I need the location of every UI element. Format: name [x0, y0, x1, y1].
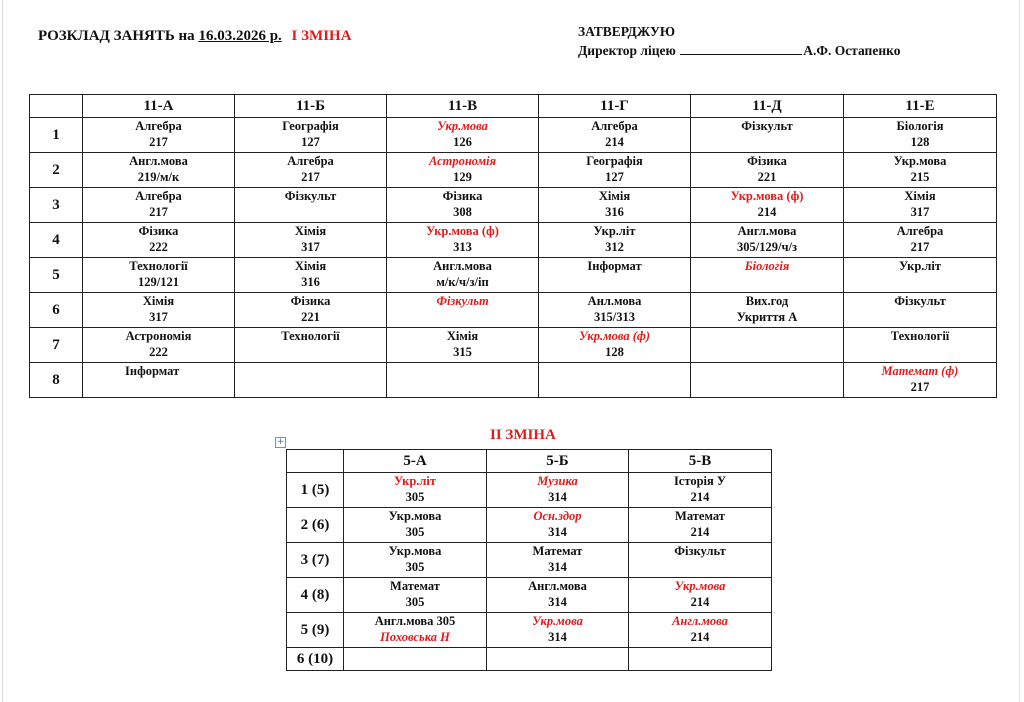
schedule-table-shift2 — [286, 449, 772, 671]
room-number: 315/313 — [594, 310, 635, 324]
lesson-cell — [344, 543, 487, 578]
table-row — [287, 543, 772, 578]
subject-name: Укр.мова — [437, 119, 488, 133]
subject-name: Укр.літ — [593, 224, 636, 238]
table-row — [30, 328, 997, 363]
lesson-cell — [344, 578, 487, 613]
lesson-cell — [539, 188, 691, 223]
lesson-cell — [539, 118, 691, 153]
lesson-cell — [629, 648, 772, 671]
room-number: 214 — [690, 595, 710, 609]
subject-name: Фізкульт — [674, 544, 726, 558]
subject-name: Фізкульт — [894, 294, 946, 308]
lesson-cell — [691, 153, 844, 188]
room-number: 221 — [757, 170, 777, 184]
lesson-cell — [487, 578, 629, 613]
room-number: 222 — [149, 345, 168, 359]
lesson-cell — [235, 293, 387, 328]
lesson-cell — [487, 543, 629, 578]
lesson-cell — [235, 258, 387, 293]
lesson-cell — [844, 293, 997, 328]
lesson-cell — [235, 363, 387, 398]
subject-name: Інформат — [587, 259, 642, 273]
lesson-cell — [387, 258, 539, 293]
page-edge-left — [2, 0, 3, 702]
subject-name: Англ.мова — [129, 154, 188, 168]
header-row — [287, 450, 772, 473]
subject-name: Алгебра — [896, 224, 944, 238]
class-header: 11-Г — [539, 95, 691, 118]
class-header: 5-В — [629, 450, 772, 473]
table-row — [30, 118, 997, 153]
class-header: 11-Е — [844, 95, 997, 118]
room-number: 129 — [453, 170, 472, 184]
lesson-cell — [844, 118, 997, 153]
room-number: 221 — [301, 310, 320, 324]
lesson-cell — [691, 188, 844, 223]
subject-name: Вих.год — [745, 294, 789, 308]
room-number: 222 — [149, 240, 168, 254]
subject-name: Хімія — [598, 189, 631, 203]
lesson-number: 6 (10) — [287, 648, 344, 671]
room-number: 214 — [690, 630, 710, 644]
room-number: 314 — [548, 595, 567, 609]
lesson-number: 2 (6) — [287, 508, 344, 543]
subject-name: Географія — [282, 119, 339, 133]
subject-name: Біологія — [744, 259, 790, 273]
director-name: А.Ф. Остапенко — [803, 43, 901, 58]
subject-name: Алгебра — [135, 119, 182, 133]
subject-name: Фізкульт — [741, 119, 793, 133]
lesson-cell — [387, 328, 539, 363]
room-number: Поховська Н — [380, 630, 450, 644]
lesson-cell — [487, 613, 629, 648]
lesson-cell — [387, 363, 539, 398]
lesson-cell — [344, 508, 487, 543]
room-number: 314 — [548, 525, 567, 539]
lesson-cell — [83, 258, 235, 293]
lesson-cell — [629, 613, 772, 648]
subject-name: Хімія — [294, 224, 327, 238]
class-header: 11-А — [83, 95, 235, 118]
approve-label: ЗАТВЕРДЖУЮ — [578, 24, 676, 39]
lesson-cell — [387, 188, 539, 223]
subject-name: Фізкульт — [436, 294, 489, 308]
table-move-handle-icon[interactable]: + — [276, 437, 285, 447]
subject-name: Укр.мова — [674, 579, 726, 593]
lesson-cell — [629, 578, 772, 613]
table-row — [287, 613, 772, 648]
lesson-cell — [344, 648, 487, 671]
lesson-cell — [691, 223, 844, 258]
approval-block — [578, 22, 900, 60]
subject-name: Алгебра — [591, 119, 638, 133]
shift2-title: ІІ ЗМІНА — [490, 427, 556, 443]
lesson-cell — [539, 258, 691, 293]
subject-name: Укр.мова — [532, 614, 583, 628]
title-shift: І ЗМІНА — [291, 28, 352, 44]
subject-name: Укр.мова — [388, 509, 442, 523]
lesson-cell — [235, 188, 387, 223]
room-number: 314 — [548, 490, 567, 504]
subject-name: Історія У — [673, 474, 727, 488]
room-number: 315 — [453, 345, 472, 359]
subject-name: Астрономія — [125, 329, 192, 343]
room-number: 214 — [690, 525, 710, 539]
subject-name: Математ (ф) — [881, 364, 959, 378]
lesson-cell — [387, 223, 539, 258]
subject-name: Інформат — [125, 364, 180, 378]
subject-name: Алгебра — [135, 189, 182, 203]
lesson-cell — [83, 328, 235, 363]
lesson-cell — [844, 223, 997, 258]
corner-cell — [30, 95, 83, 118]
lesson-number: 1 (5) — [287, 473, 344, 508]
schedule-table-shift1 — [29, 94, 997, 398]
room-number: 217 — [910, 380, 930, 394]
class-header: 11-Б — [235, 95, 387, 118]
lesson-cell — [83, 188, 235, 223]
class-header: 5-Б — [487, 450, 629, 473]
room-number: 217 — [149, 205, 168, 219]
subject-name: Хімія — [446, 329, 479, 343]
subject-name: Фізкульт — [284, 189, 337, 203]
lesson-cell — [539, 293, 691, 328]
lesson-cell — [235, 118, 387, 153]
subject-name: Алгебра — [287, 154, 334, 168]
lesson-cell — [629, 508, 772, 543]
lesson-cell — [629, 543, 772, 578]
lesson-cell — [83, 153, 235, 188]
room-number: 127 — [301, 135, 320, 149]
lesson-cell — [539, 153, 691, 188]
director-line — [578, 41, 900, 60]
table-row — [30, 258, 997, 293]
lesson-number: 4 — [30, 223, 83, 258]
subject-name: Математ — [675, 509, 725, 523]
subject-name: Укр.мова — [388, 544, 442, 558]
subject-name: Технології — [890, 329, 950, 343]
lesson-cell — [691, 293, 844, 328]
subject-name: Фізика — [442, 189, 483, 203]
room-number: 128 — [910, 135, 930, 149]
subject-name: Музика — [537, 474, 578, 488]
lesson-number: 6 — [30, 293, 83, 328]
lesson-cell — [235, 153, 387, 188]
room-number: 217 — [149, 135, 168, 149]
subject-name: Англ.мова — [672, 614, 728, 628]
subject-name: Хімія — [904, 189, 936, 203]
table-row — [287, 578, 772, 613]
lesson-cell — [844, 363, 997, 398]
table-row — [30, 363, 997, 398]
lesson-cell — [83, 363, 235, 398]
room-number: 128 — [605, 345, 624, 359]
lesson-cell — [487, 648, 629, 671]
subject-name: Фізика — [290, 294, 331, 308]
subject-name: Математ — [390, 579, 440, 593]
room-number: 314 — [548, 560, 567, 574]
schedule-title — [38, 28, 352, 45]
page-edge-right — [1019, 0, 1020, 702]
lesson-cell — [235, 328, 387, 363]
room-number: 316 — [301, 275, 320, 289]
lesson-cell — [629, 473, 772, 508]
lesson-number: 5 — [30, 258, 83, 293]
subject-name: Укр.мова (ф) — [730, 189, 804, 203]
room-number: 214 — [690, 490, 710, 504]
subject-name: Англ.мова 305 — [374, 614, 456, 628]
table-row — [30, 188, 997, 223]
room-number: 312 — [605, 240, 624, 254]
lesson-cell — [844, 188, 997, 223]
subject-name: Астрономія — [428, 154, 497, 168]
lesson-cell — [83, 223, 235, 258]
room-number: 215 — [910, 170, 930, 184]
lesson-number: 3 — [30, 188, 83, 223]
lesson-cell — [539, 328, 691, 363]
lesson-cell — [691, 118, 844, 153]
subject-name: Укр.мова (ф) — [578, 329, 651, 343]
room-number: 308 — [453, 205, 472, 219]
subject-name: Англ.мова — [433, 259, 492, 273]
room-number: 129/121 — [138, 275, 179, 289]
lesson-cell — [844, 328, 997, 363]
room-number: 314 — [548, 630, 567, 644]
subject-name: Хімія — [294, 259, 327, 273]
lesson-cell — [487, 473, 629, 508]
director-label: Директор ліцею — [578, 43, 676, 58]
lesson-number: 7 — [30, 328, 83, 363]
subject-name: Укр.літ — [393, 474, 437, 488]
room-number: 305 — [405, 595, 425, 609]
lesson-cell — [539, 363, 691, 398]
subject-name: Укр.мова (ф) — [426, 224, 499, 238]
room-number: 127 — [605, 170, 624, 184]
lesson-cell — [487, 508, 629, 543]
lesson-cell — [344, 473, 487, 508]
signature-blank — [680, 42, 802, 55]
table-row — [30, 223, 997, 258]
class-header: 5-А — [344, 450, 487, 473]
subject-name: Англ.мова — [528, 579, 587, 593]
subject-name: Укр.літ — [898, 259, 942, 273]
room-number: м/к/ч/з/іп — [436, 275, 489, 289]
subject-name: Укр.мова — [893, 154, 947, 168]
lesson-cell — [387, 293, 539, 328]
lesson-cell — [83, 118, 235, 153]
lesson-cell — [844, 258, 997, 293]
lesson-cell — [344, 613, 487, 648]
lesson-cell — [691, 258, 844, 293]
subject-name: Технології — [129, 259, 188, 273]
room-number: Укриття А — [736, 310, 798, 324]
lesson-cell — [691, 363, 844, 398]
room-number: 214 — [605, 135, 624, 149]
lesson-cell — [387, 153, 539, 188]
table-row — [30, 153, 997, 188]
class-header: 11-Д — [691, 95, 844, 118]
lesson-number: 1 — [30, 118, 83, 153]
subject-name: Фізика — [138, 224, 179, 238]
lesson-number: 5 (9) — [287, 613, 344, 648]
class-header: 11-В — [387, 95, 539, 118]
lesson-cell — [691, 328, 844, 363]
lesson-number: 8 — [30, 363, 83, 398]
subject-name: Біологія — [896, 119, 944, 133]
corner-cell — [287, 450, 344, 473]
room-number: 217 — [910, 240, 930, 254]
table-row — [287, 508, 772, 543]
lesson-cell — [539, 223, 691, 258]
subject-name: Анл.мова — [587, 294, 642, 308]
lesson-cell — [83, 293, 235, 328]
lesson-cell — [387, 118, 539, 153]
room-number: 305/129/ч/з — [737, 240, 797, 254]
room-number: 126 — [453, 135, 472, 149]
room-number: 217 — [301, 170, 320, 184]
header-row — [30, 95, 997, 118]
room-number: 305 — [405, 560, 425, 574]
room-number: 305 — [405, 525, 425, 539]
room-number: 219/м/к — [137, 170, 180, 184]
subject-name: Осн.здор — [533, 509, 582, 523]
room-number: 214 — [757, 205, 777, 219]
table-row — [30, 293, 997, 328]
room-number: 305 — [405, 490, 425, 504]
room-number: 316 — [605, 205, 624, 219]
subject-name: Технології — [281, 329, 340, 343]
title-text: РОЗКЛАД ЗАНЯТЬ на — [38, 28, 195, 44]
subject-name: Хімія — [142, 294, 175, 308]
lesson-cell — [844, 153, 997, 188]
room-number: 317 — [149, 310, 168, 324]
lesson-number: 4 (8) — [287, 578, 344, 613]
title-date: 16.03.2026 р. — [198, 28, 282, 44]
subject-name: Географія — [586, 154, 643, 168]
table-row — [287, 648, 772, 671]
subject-name: Математ — [532, 544, 583, 558]
room-number: 317 — [910, 205, 930, 219]
lesson-number: 3 (7) — [287, 543, 344, 578]
lesson-cell — [235, 223, 387, 258]
subject-name: Фізика — [747, 154, 787, 168]
room-number: 317 — [301, 240, 320, 254]
subject-name: Англ.мова — [737, 224, 797, 238]
lesson-number: 2 — [30, 153, 83, 188]
table-row — [287, 473, 772, 508]
room-number: 313 — [453, 240, 472, 254]
